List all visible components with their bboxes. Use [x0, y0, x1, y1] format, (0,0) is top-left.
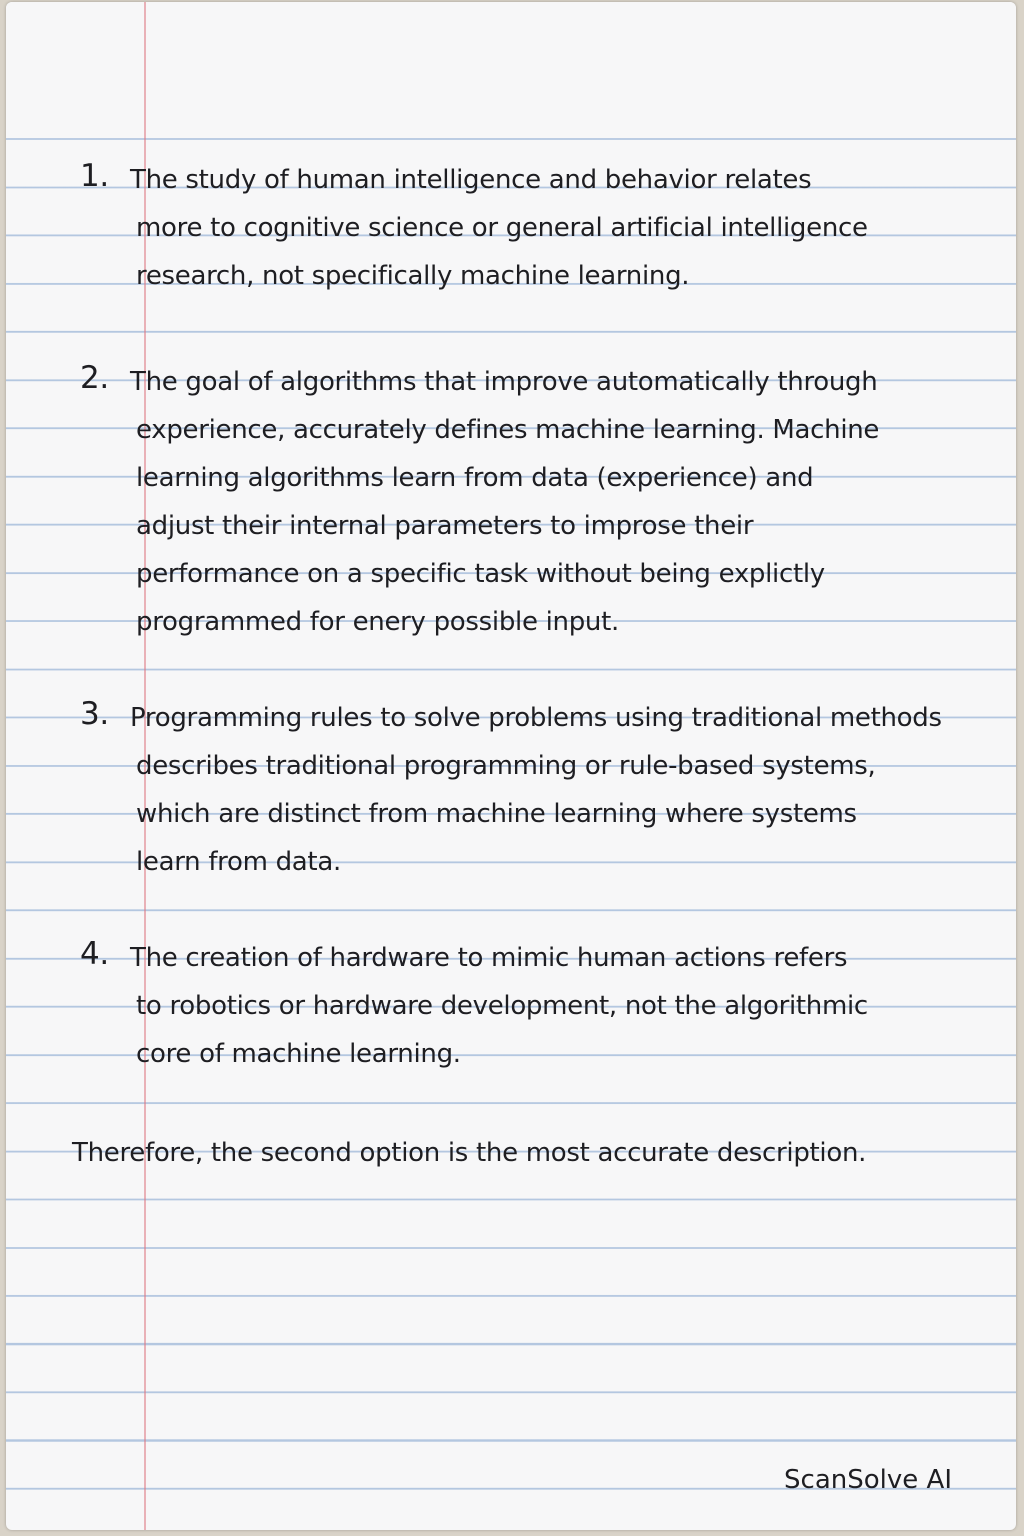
conclusion-text: Therefore, the second option is the most accurate description.: [72, 1138, 867, 1168]
item-line: which are distinct from machine learning where systems: [136, 799, 857, 829]
item-number: 4.: [80, 936, 109, 972]
item-line: programmed for enery possible input.: [136, 607, 619, 637]
item-line: learning algorithms learn from data (experience) and: [136, 463, 814, 493]
item-line: The goal of algorithms that improve automatically through: [130, 367, 878, 397]
item-line: describes traditional programming or rule-based systems,: [136, 751, 876, 781]
item-number: 1.: [80, 158, 109, 194]
item-line: The creation of hardware to mimic human actions refers: [130, 943, 848, 973]
item-number: 2.: [80, 360, 109, 396]
item-number: 3.: [80, 696, 109, 732]
item-line: experience, accurately defines machine learning. Machine: [136, 415, 880, 445]
item-line: learn from data.: [136, 847, 341, 877]
watermark-label: ScanSolve AI: [784, 1465, 952, 1495]
item-line: more to cognitive science or general artificial intelligence: [136, 213, 868, 243]
notebook-page: [6, 2, 1016, 1530]
item-line: The study of human intelligence and behavior relates: [130, 165, 812, 195]
item-line: core of machine learning.: [136, 1039, 461, 1069]
item-line: performance on a specific task without being explictly: [136, 559, 825, 589]
item-line: to robotics or hardware development, not the algorithmic: [136, 991, 868, 1021]
item-line: adjust their internal parameters to improse their: [136, 511, 754, 541]
item-line: research, not specifically machine learning.: [136, 261, 690, 291]
item-line: Programming rules to solve problems using traditional methods: [130, 703, 942, 733]
